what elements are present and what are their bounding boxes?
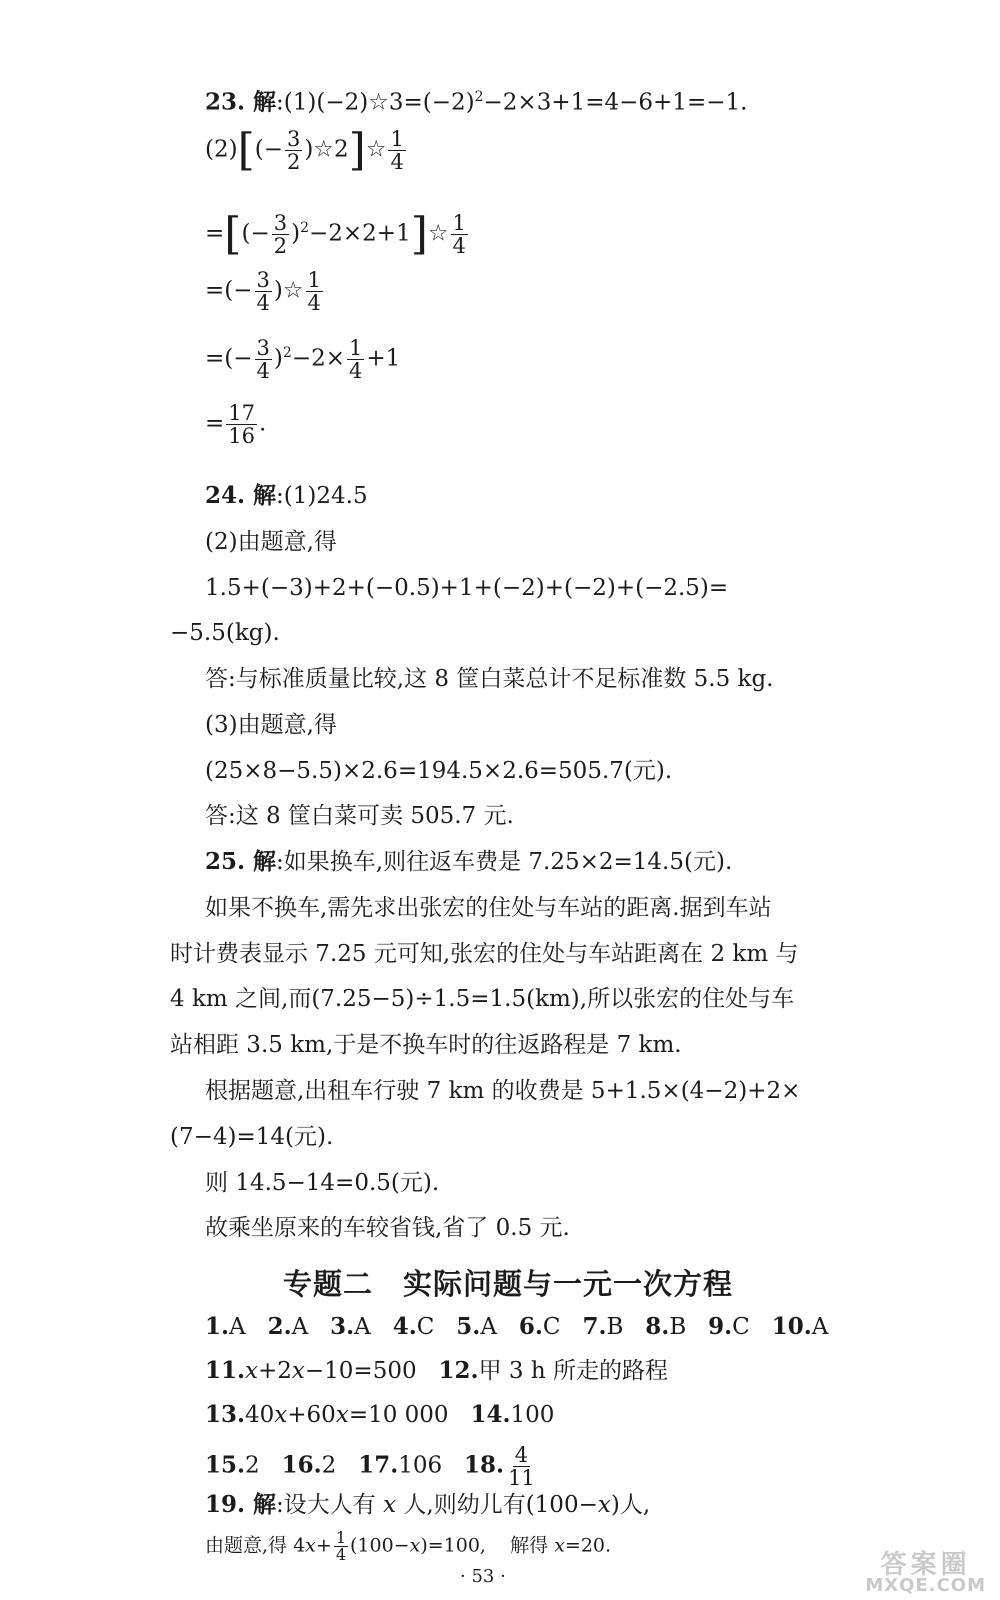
num: 6. xyxy=(518,1313,543,1340)
answer-3 xyxy=(330,1314,371,1340)
q24-line5: 答:与标准质量比较,这 8 筐白菜总计不足标准数 5.5 kg. xyxy=(205,666,774,692)
var: x xyxy=(274,1402,288,1428)
q23-label: 23. 解 xyxy=(205,88,277,116)
ans: B xyxy=(669,1314,687,1340)
q19-line1 xyxy=(205,1490,650,1520)
den: 4 xyxy=(349,359,363,383)
q25-line8: 则 14.5−14=0.5(元). xyxy=(205,1170,440,1196)
answers-row-1 xyxy=(205,1312,828,1342)
text: 2 xyxy=(321,1452,337,1479)
ans: A xyxy=(354,1314,371,1340)
q23-line5: =(− $\frac{3}{4}$ )$^2$−2× $\frac{1}{4}$ +1 xyxy=(205,336,401,383)
text: − xyxy=(233,345,253,372)
answers-row-2 xyxy=(205,1356,668,1386)
var: x xyxy=(409,1534,421,1557)
watermark-en: MXQE.COM xyxy=(865,1575,986,1596)
text: . xyxy=(259,410,267,437)
text: −2×2+1 xyxy=(309,220,411,247)
num: 10. xyxy=(771,1313,812,1340)
q25-line3: 时计费表显示 7.25 元可知,张宏的住处与车站距离在 2 km 与 xyxy=(170,941,799,967)
text: ☆ xyxy=(365,136,387,163)
text: )人, xyxy=(610,1492,651,1518)
answer-7 xyxy=(582,1314,623,1340)
bracket: ] xyxy=(410,208,428,260)
text: :如果换车,则往返车费是 7.25×2=14.5(元). xyxy=(276,849,733,875)
text: 人,则幼儿有(100− xyxy=(396,1492,598,1518)
q24-line7: (25×8−5.5)×2.6=194.5×2.6=505.7(元). xyxy=(205,758,673,784)
num: 7. xyxy=(582,1313,607,1340)
num: 17. xyxy=(358,1451,399,1479)
text: 40 xyxy=(245,1402,275,1428)
den: 16 xyxy=(228,424,256,448)
den: 2 xyxy=(273,234,288,258)
fraction xyxy=(506,1444,537,1489)
q25-line2: 如果不换车,需先求出张宏的住处与车站的距离.据到车站 xyxy=(205,895,772,921)
num: 1 xyxy=(335,1528,346,1547)
section-title: 专题二 实际问题与一元一次方程 xyxy=(283,1267,734,1301)
num: 9. xyxy=(708,1313,733,1340)
text: +2 xyxy=(258,1358,292,1384)
num: 16. xyxy=(281,1451,322,1479)
num: 4 xyxy=(514,1443,529,1467)
text: 100 xyxy=(510,1402,555,1428)
fraction xyxy=(451,212,468,257)
den: 4 xyxy=(335,1545,346,1564)
num: 1. xyxy=(205,1313,230,1340)
fraction xyxy=(334,1530,348,1563)
q23-line4: =(− $\frac{3}{4}$ )☆ $\frac{1}{4}$ xyxy=(205,268,321,315)
fraction xyxy=(255,269,272,314)
text: 解得 xyxy=(510,1534,555,1557)
fraction xyxy=(255,337,272,382)
ans: C xyxy=(416,1314,435,1340)
q25-line1 xyxy=(205,847,732,877)
ans: A xyxy=(811,1314,829,1340)
watermark-cn: 答案圈 xyxy=(880,1550,971,1580)
text: ☆2 xyxy=(313,136,349,163)
var: x xyxy=(245,1358,258,1384)
answer-9 xyxy=(708,1314,750,1340)
text: = xyxy=(205,277,225,304)
text: 106 xyxy=(398,1452,443,1479)
text: 2 xyxy=(245,1452,260,1479)
exp: 2 xyxy=(300,219,309,236)
text: :(1)24.5 xyxy=(276,483,368,509)
q24-label: 24. 解 xyxy=(205,482,277,509)
q25-line6: 根据题意,出租车行驶 7 km 的收费是 5+1.5×(4−2)+2× xyxy=(205,1078,801,1104)
var: x xyxy=(335,1402,349,1428)
text: − xyxy=(233,277,253,304)
num: 12. xyxy=(438,1357,479,1384)
q25-line7: (7−4)=14(元). xyxy=(170,1124,334,1150)
exp: 2 xyxy=(474,89,484,105)
bracket: [ xyxy=(224,208,242,260)
den: 4 xyxy=(307,291,321,315)
watermark xyxy=(865,1544,986,1596)
num: 18. xyxy=(464,1451,505,1479)
answer-5 xyxy=(456,1314,497,1340)
q23-line1 xyxy=(205,82,747,118)
num: 17 xyxy=(228,401,256,425)
num: 3 xyxy=(256,268,270,292)
text: = xyxy=(205,410,225,437)
q25-label: 25. 解 xyxy=(205,848,277,875)
answers-row-3 xyxy=(205,1400,554,1430)
ans: A xyxy=(229,1314,246,1340)
ans: C xyxy=(732,1314,750,1340)
ans: A xyxy=(480,1314,497,1340)
ans: C xyxy=(542,1314,561,1340)
num: 4. xyxy=(392,1313,417,1340)
text: (2) xyxy=(205,136,238,163)
answer-8 xyxy=(645,1314,686,1340)
num: 13. xyxy=(205,1401,246,1428)
num: 3 xyxy=(287,127,301,151)
q24-line6: (3)由题意,得 xyxy=(205,712,337,738)
var: x xyxy=(554,1534,565,1557)
q24-line1 xyxy=(205,481,368,511)
text: = xyxy=(205,220,225,247)
fraction xyxy=(272,212,289,257)
q24-line8: 答:这 8 筐白菜可卖 505.7 元. xyxy=(205,803,514,829)
var: x xyxy=(383,1492,397,1518)
den: 4 xyxy=(256,291,270,315)
ans: A xyxy=(291,1314,309,1340)
text: =10 000 xyxy=(348,1402,449,1428)
text: ☆ xyxy=(427,220,449,247)
num: 3 xyxy=(273,211,288,235)
answers-row-4 xyxy=(205,1444,539,1489)
exp: 2 xyxy=(282,344,292,361)
text: − xyxy=(250,220,270,247)
text: 由题意,得 4 xyxy=(205,1534,306,1557)
num: 1 xyxy=(452,211,466,235)
bracket: ] xyxy=(348,124,366,176)
answer-6 xyxy=(519,1314,561,1340)
q19-label: 19. 解 xyxy=(205,1491,277,1518)
text: 甲 3 h 所走的路程 xyxy=(478,1358,668,1384)
den: 4 xyxy=(390,150,404,174)
page-number: · 53 · xyxy=(460,1566,506,1587)
text: = xyxy=(205,345,225,372)
text: =20. xyxy=(564,1534,612,1557)
num: 11. xyxy=(205,1357,246,1384)
q23-text: :(1)(−2)☆3=(−2) xyxy=(276,89,475,116)
answer-10 xyxy=(772,1314,829,1340)
num: 3. xyxy=(330,1313,355,1340)
var: x xyxy=(291,1358,305,1384)
num: 2. xyxy=(267,1313,292,1340)
var: x xyxy=(597,1492,611,1518)
q23-line3: =[(− $\frac{3}{2}$ )$^2$−2×2+1]☆ $\frac{1}{4}$ xyxy=(205,208,466,260)
den: 4 xyxy=(452,234,466,258)
answer-1 xyxy=(205,1314,246,1340)
fraction xyxy=(226,402,257,447)
ans: B xyxy=(606,1314,624,1340)
q25-line5: 站相距 3.5 km,于是不换车时的往返路程是 7 km. xyxy=(170,1032,682,1058)
fraction xyxy=(347,337,364,382)
text: :设大人有 xyxy=(276,1492,384,1518)
q25-line4: 4 km 之间,而(7.25−5)÷1.5=1.5(km),所以张宏的住处与车 xyxy=(170,986,795,1012)
bracket: [ xyxy=(237,124,255,176)
fraction xyxy=(285,128,302,173)
q23-text: −2×3+1=4−6+1=−1. xyxy=(483,89,748,116)
text: ☆ xyxy=(282,277,304,304)
text: + xyxy=(315,1534,332,1557)
den: 2 xyxy=(287,150,301,174)
den: 4 xyxy=(256,359,270,383)
q25-line9: 故乘坐原来的车较省钱,省了 0.5 元. xyxy=(205,1215,570,1241)
num: 5. xyxy=(456,1313,481,1340)
num: 1 xyxy=(390,127,404,151)
q24-line2: (2)由题意,得 xyxy=(205,529,337,555)
num: 1 xyxy=(307,268,321,292)
num: 1 xyxy=(349,336,363,360)
q24-line4: −5.5(kg). xyxy=(170,620,280,646)
text: −2× xyxy=(291,345,346,372)
answer-4 xyxy=(393,1314,435,1340)
text: )=100, xyxy=(420,1534,486,1557)
text: +1 xyxy=(366,345,401,372)
q24-line3: 1.5+(−3)+2+(−0.5)+1+(−2)+(−2)+(−2.5)= xyxy=(205,575,729,601)
text: −10=500 xyxy=(304,1358,417,1384)
fraction xyxy=(388,128,405,173)
num: 8. xyxy=(645,1313,670,1340)
text: (100− xyxy=(350,1534,410,1557)
var: x xyxy=(305,1534,316,1557)
q23-line2: (2)[(− $\frac{3}{2}$ )☆2]☆ $\frac{1}{4}$ xyxy=(205,124,404,176)
num: 15. xyxy=(205,1451,246,1479)
q23-line6 xyxy=(205,402,266,447)
q19-line2 xyxy=(205,1530,611,1563)
den: 11 xyxy=(508,1466,535,1490)
answer-2 xyxy=(268,1314,309,1340)
text: +60 xyxy=(287,1402,336,1428)
num: 14. xyxy=(470,1401,511,1428)
num: 3 xyxy=(256,336,270,360)
text: − xyxy=(263,136,284,163)
fraction xyxy=(306,269,323,314)
